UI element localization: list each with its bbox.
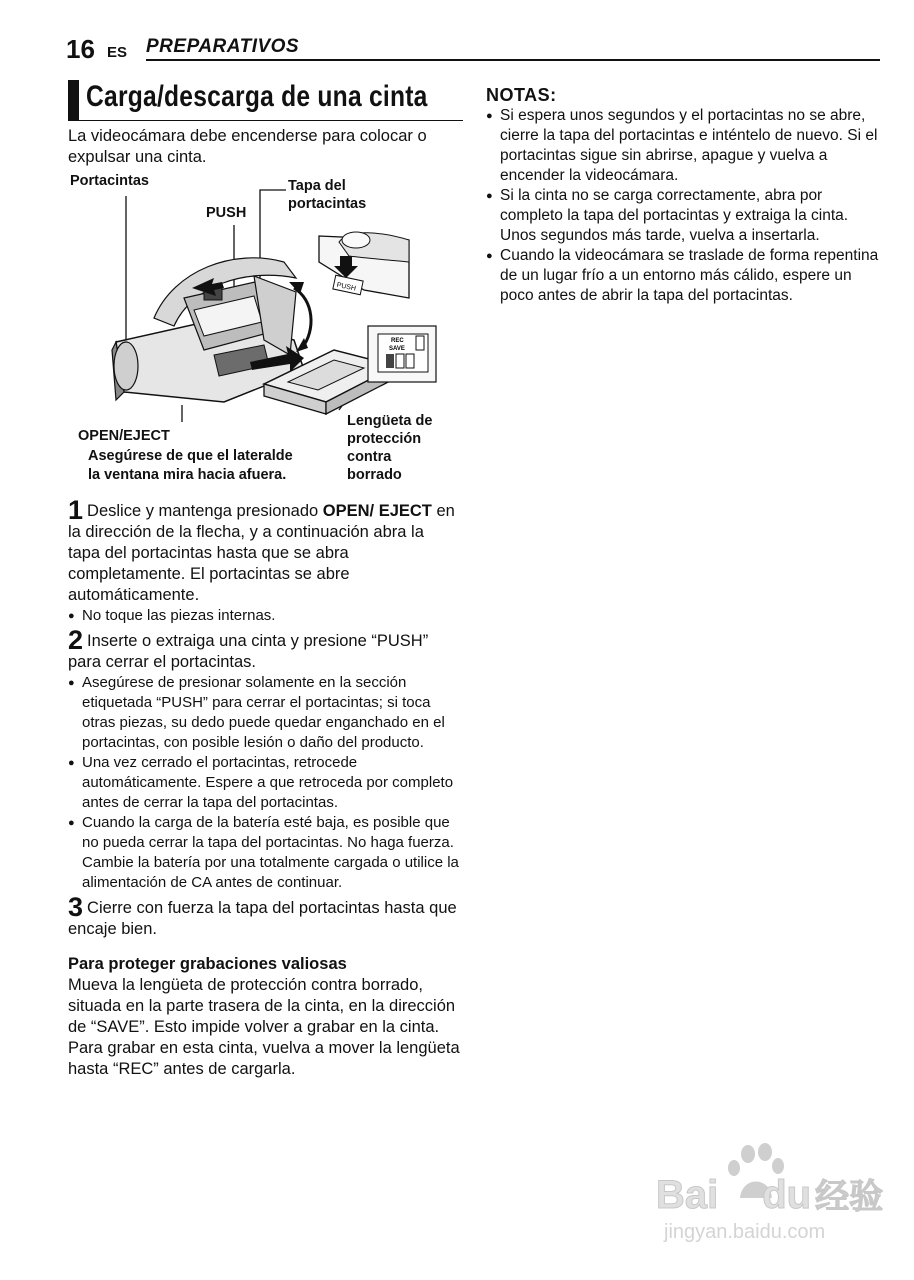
protect-text: Mueva la lengüeta de protección contra borrado, situada en la parte trasera de la cinta, en la dirección de “SAVE”. Esto impide volver a grabar en la cinta. Para grabar en esta cinta, vuelva a mover la lengüeta hasta “REC” antes de cargarla. <box>68 976 460 1078</box>
watermark-brand-b: du <box>762 1173 812 1217</box>
label-lengueta-4: borrado <box>347 467 402 483</box>
step-2-text: Inserte o extraiga una cinta y presione “PUSH” para cerrar el portacintas. <box>68 632 429 671</box>
label-push: PUSH <box>206 205 247 221</box>
step-1 <box>68 495 460 606</box>
label-asegurese-1: Asegúrese de que el lateralde <box>88 448 293 464</box>
rec-text: REC <box>391 338 404 344</box>
page-number: 16 <box>66 34 95 64</box>
watermark-url: jingyan.baidu.com <box>664 1221 826 1243</box>
protect-heading: Para proteger grabaciones valiosas <box>68 955 347 973</box>
step-3-text: Cierre con fuerza la tapa del portacintas hasta que encaje bien. <box>68 899 457 938</box>
note-2: ● Si la cinta no se carga correctamente, abra por completo la tapa del portacintas y extraiga la cinta. Unos segundos más tarde, vuelva a insertarla. <box>486 186 881 246</box>
section-title: PREPARATIVOS <box>146 36 300 57</box>
title-rule <box>68 120 463 121</box>
push-button-text: PUSH <box>335 281 357 293</box>
notes-column <box>486 84 881 306</box>
step-1-text-b: en la dirección de la flecha, y a continuación abra la tapa del portacintas hasta que se abra completamente. El portacintas se abre automáticamente. <box>68 502 455 604</box>
label-lengueta-1: Lengüeta de <box>347 413 433 429</box>
watermark-brand-a: Bai <box>656 1173 719 1217</box>
note-3: ● Cuando la videocámara se traslade de forma repentina de un lugar frío a un entorno más cálido, espere un poco antes de abrir la tapa del portacintas. <box>486 246 881 306</box>
step-2 <box>68 625 460 673</box>
step-1-bullet-1: ● No toque las piezas internas. <box>68 606 460 626</box>
step-1-text-a: Deslice y mantenga presionado <box>87 502 323 520</box>
step-2-number: 2 <box>68 625 84 655</box>
step-3 <box>68 892 460 940</box>
step-2-bullet-2: ● Una vez cerrado el portacintas, retrocede automáticamente. Espere a que retroceda por completo antes de cerrar la tapa del portacintas. <box>68 753 460 813</box>
note-1: ● Si espera unos segundos y el portacintas no se abre, cierre la tapa del portacintas e inténtelo de nuevo. Si el portacintas sigue sin abrirse, apague y vuelva a encender la videocámara. <box>486 106 881 186</box>
cassette-loading-diagram <box>64 170 464 485</box>
svg-text:Baidu经验 <box>656 1173 883 1217</box>
label-lengueta-2: protección <box>347 431 422 447</box>
step-2-bullet-3: ● Cuando la carga de la batería esté baja, es posible que no pueda cerrar la tapa del portacintas. No haga fuerza. Cambie la batería por una totalmente cargada o utilice la alimentación de CA antes de continuar. <box>68 813 460 893</box>
step-1-number: 1 <box>68 495 84 525</box>
step-3-number: 3 <box>68 892 84 922</box>
label-portacintas: Portacintas <box>70 173 149 189</box>
label-open-eject: OPEN/EJECT <box>78 428 170 444</box>
save-text: SAVE <box>389 346 405 352</box>
label-asegurese-2: la ventana mira hacia afuera. <box>88 467 287 483</box>
header-rule <box>146 59 880 61</box>
page-title: Carga/descarga de una cinta <box>86 80 428 113</box>
push-inset <box>319 232 409 298</box>
step-1-bold: OPEN/ EJECT <box>322 502 432 520</box>
rec-save-inset <box>368 326 436 382</box>
label-lengueta-3: contra <box>347 449 392 465</box>
steps-column <box>68 495 460 1080</box>
label-tapa-2: portacintas <box>288 196 367 212</box>
intro-text: La videocámara debe encenderse para colocar o expulsar una cinta. <box>68 127 427 166</box>
language-code: ES <box>107 44 128 61</box>
step-2-bullet-1: ● Asegúrese de presionar solamente en la sección etiquetada “PUSH” para cerrar el portacintas; si toca otras piezas, su dedo puede quedar enganchado en el portacintas, con posible lesión o daño del producto. <box>68 673 460 753</box>
watermark-brand-c: 经验 <box>815 1178 884 1216</box>
baidu-watermark <box>650 1140 884 1250</box>
open-arc-arrow <box>294 288 311 348</box>
title-bar-marker <box>68 80 79 120</box>
notes-heading: NOTAS: <box>486 85 557 105</box>
label-tapa-1: Tapa del <box>288 178 346 194</box>
